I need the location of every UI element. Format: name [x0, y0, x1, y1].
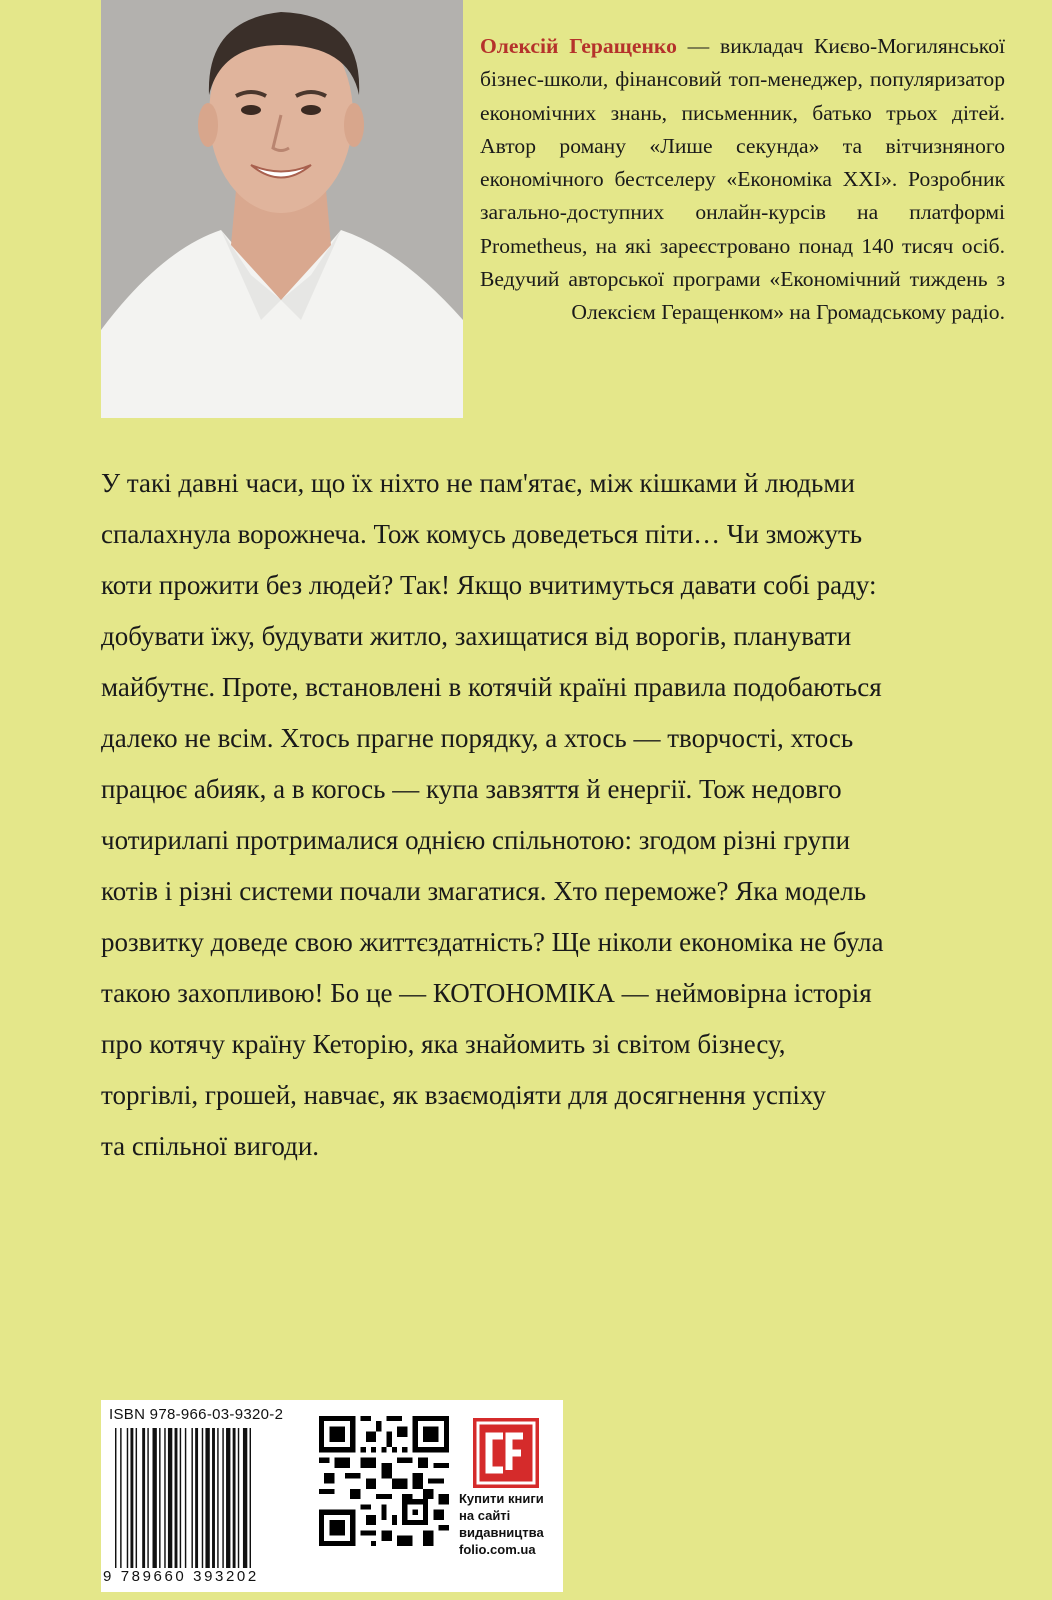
publisher-website-link[interactable]: folio.com.ua [459, 1542, 536, 1557]
description-line: чотирилапі протрималися однією спільнотою: згодом різні групи [101, 825, 851, 855]
publisher-line: Купити книги [459, 1491, 544, 1506]
barcode-icon [115, 1428, 305, 1568]
description-line: майбутнє. Проте, встановлені в котячій країні правила подобаються [101, 672, 882, 702]
book-description [101, 458, 1026, 1172]
description-line: про котячу країну Кеторію, яка знайомить зі світом бізнесу, [101, 1029, 786, 1059]
description-line: далеко не всім. Хтось прагне порядку, а хтось — творчості, хтось [101, 723, 854, 753]
description-line: У такі давні часи, що їх ніхто не пам'ятає, між кішками й людьми [101, 468, 855, 498]
author-name: Олексій Геращенко [480, 34, 677, 58]
author-portrait-image [101, 0, 463, 418]
folio-cf-logo-icon [473, 1418, 539, 1488]
description-line: котів і різні системи почали змагатися. Хто переможе? Яка модель [101, 876, 867, 906]
publisher-line: на сайті [459, 1508, 511, 1523]
author-photo [101, 0, 463, 418]
publisher-line: видавництва [459, 1525, 544, 1540]
author-bio-text: — викладач Києво-Могилянської бізнес-школи, фінансовий топ-менеджер, популяризатор економічних знань, письменник, батько трьох дітей. Автор роману «Лише секунда» та вітчизняного економічного бестселеру «Економіка XXI». Розробник загально-доступних онлайн-курсів на платформі Prometheus, на які зареєстровано понад 140 тисяч осіб. Ведучий авторської програми «Економічний тиждень з Олексієм Геращенком» на Громадському радіо. [480, 34, 1005, 325]
description-line: працює абияк, а в когось — купа завзяття й енергії. Тож недовго [101, 774, 842, 804]
isbn-label: ISBN 978-966-03-9320-2 [109, 1406, 284, 1423]
barcode-panel [101, 1400, 563, 1592]
qr-code-icon [319, 1416, 449, 1546]
description-line: торгівлі, грошей, навчає, як взаємодіяти для досягнення успіху [101, 1080, 826, 1110]
description-line: спалахнула ворожнеча. Тож комусь доведеться піти… Чи зможуть [101, 519, 863, 549]
description-line: добувати їжу, будувати житло, захищатися від ворогів, планувати [101, 621, 852, 651]
author-bio [480, 30, 1005, 330]
description-line: коти прожити без людей? Так! Якщо вчитимуться давати собі раду: [101, 570, 877, 600]
description-line: такою захопливою! Бо це — КОТОНОМІКА — неймовірна історія [101, 978, 872, 1008]
description-line: та спільної вигоди. [101, 1131, 320, 1161]
description-line: розвитку доведе свою життєздатність? Ще ніколи економіка не була [101, 927, 884, 957]
publisher-info [459, 1490, 559, 1558]
ean-digits: 9 789660 393202 [103, 1568, 259, 1585]
